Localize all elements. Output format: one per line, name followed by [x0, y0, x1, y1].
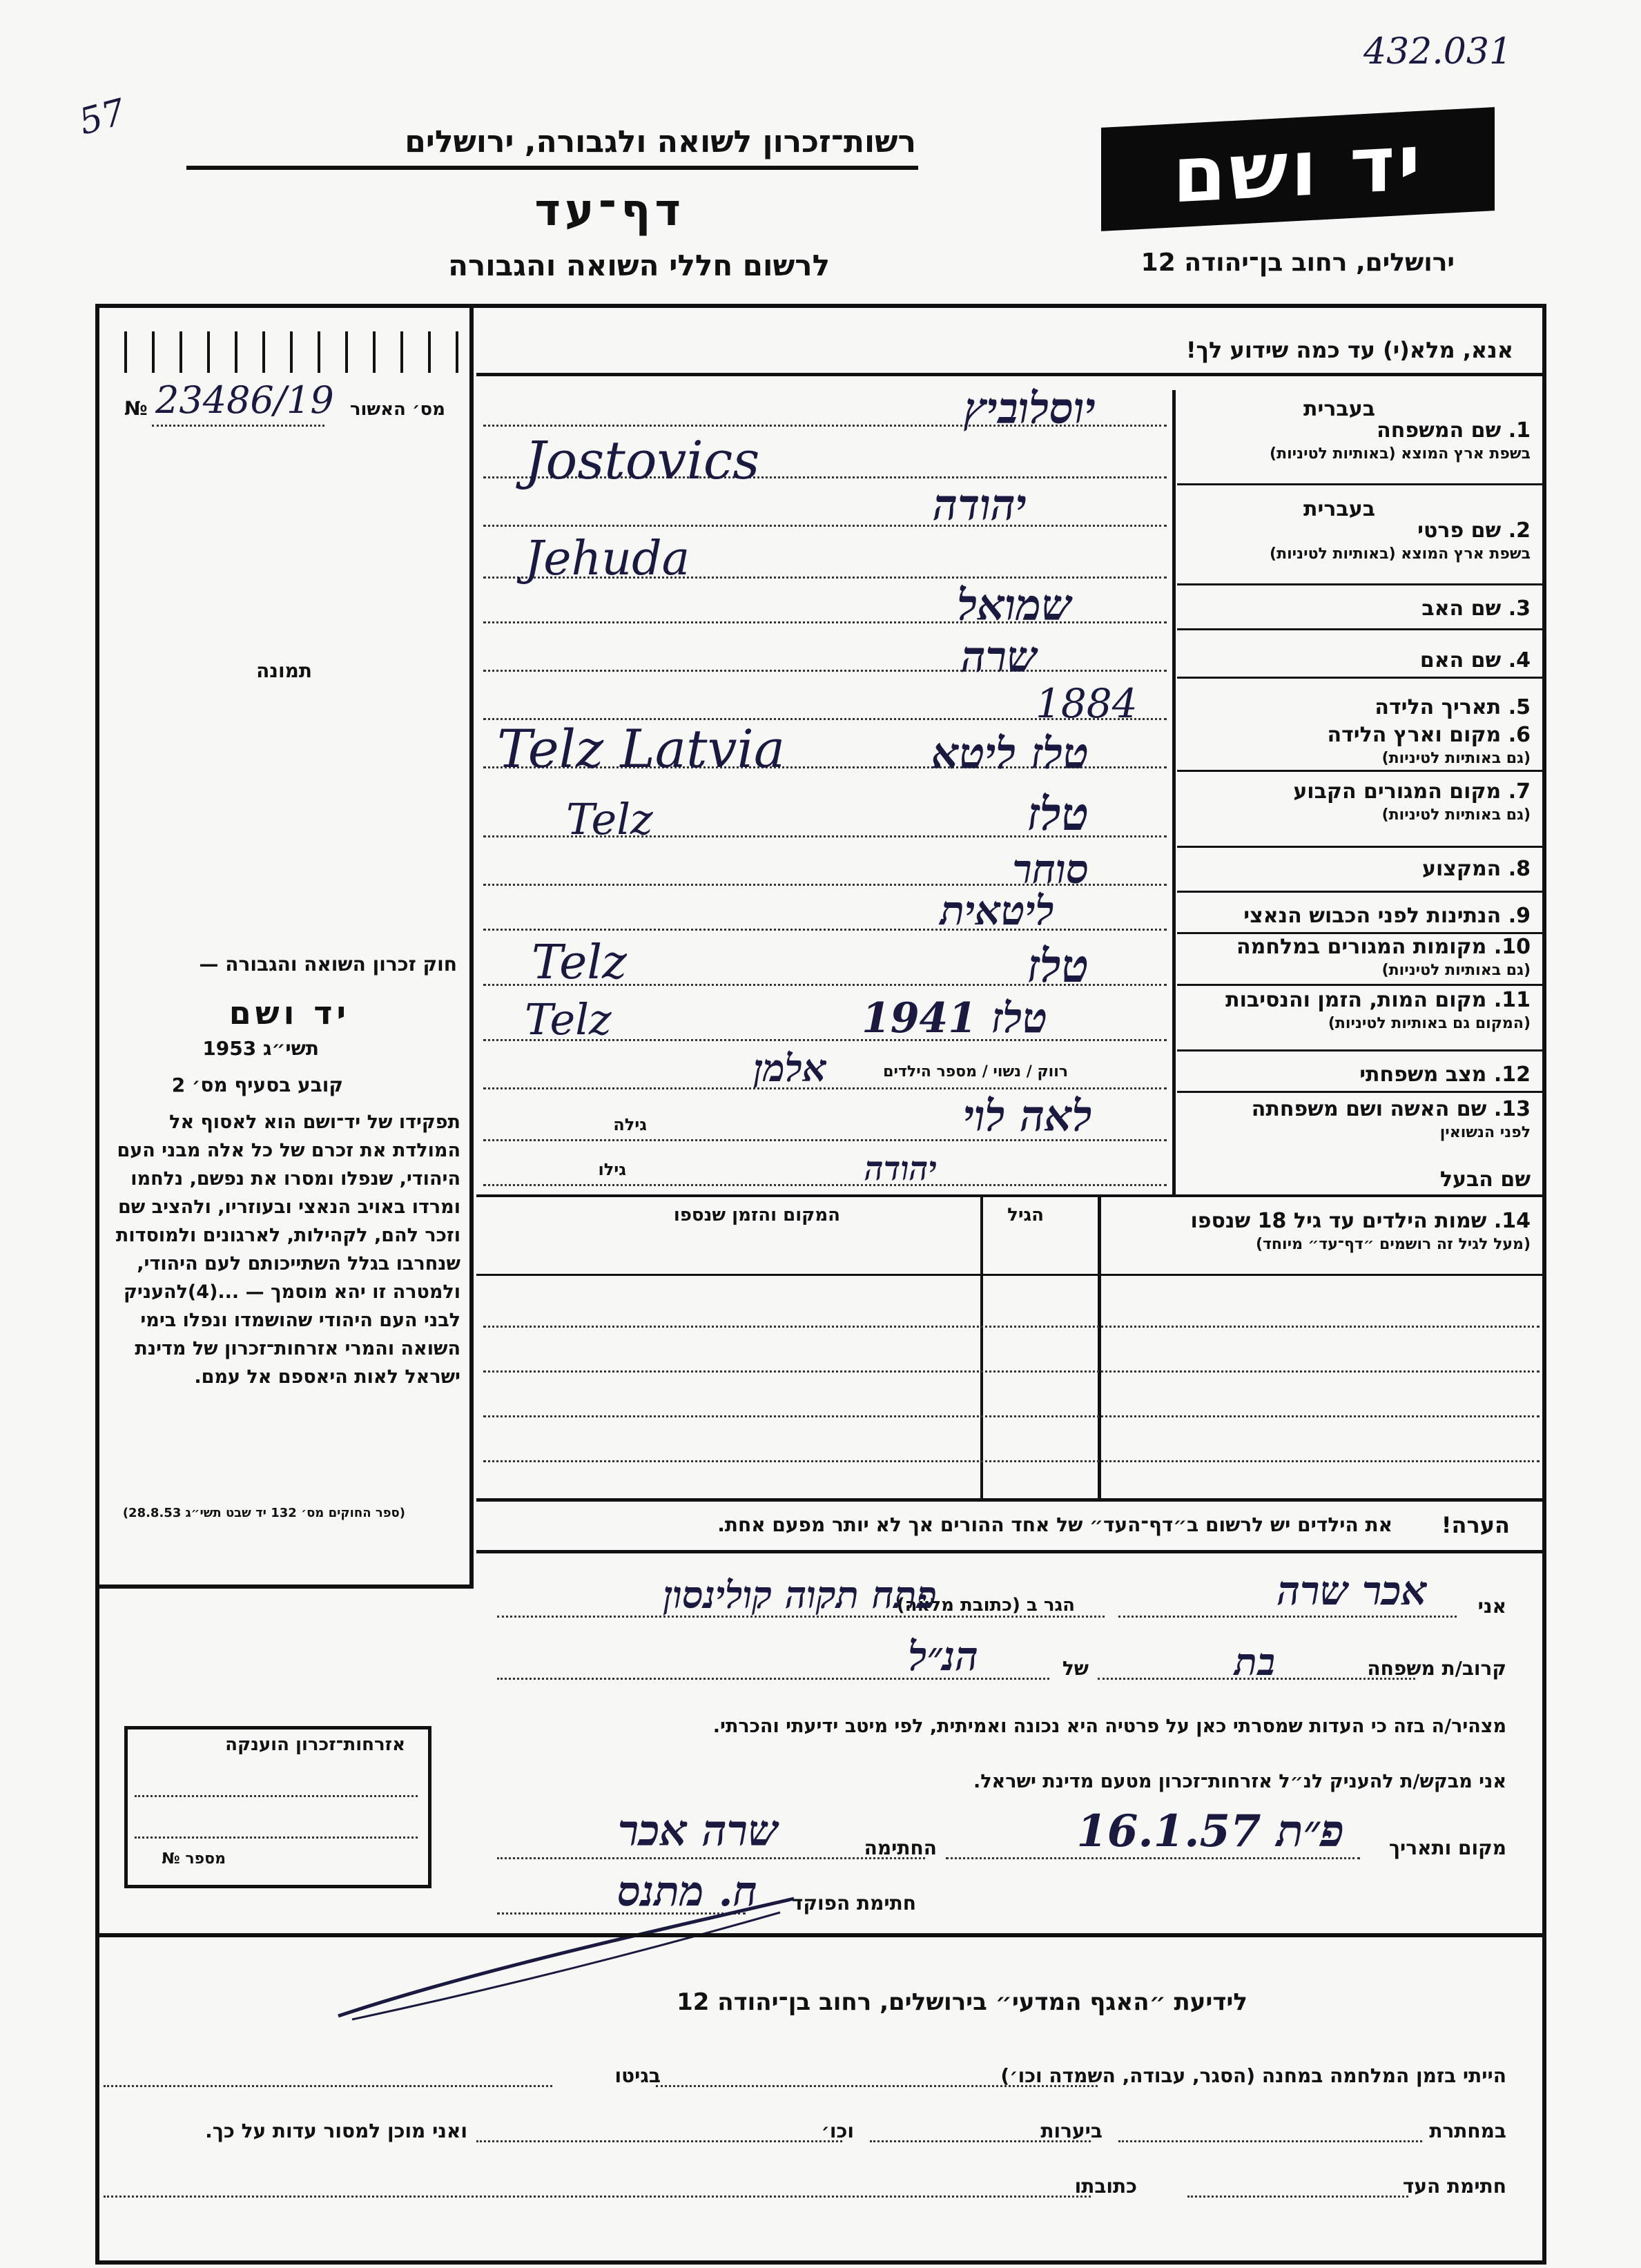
archive-ref-number: 432.031: [1363, 31, 1513, 72]
authority-name: רשות־זכרון לשואה ולגבורה, ירושלים: [405, 124, 916, 159]
remark-bottom-rule: [476, 1550, 1546, 1553]
form-subtitle: לרשום חללי השואה והגבורה: [448, 249, 830, 282]
left-panel-divider: [469, 304, 474, 1588]
field-1-hebrew-tag: בעברית: [1303, 397, 1375, 421]
footer-witness-signature-label: חתימת העד: [1402, 2175, 1506, 2198]
field-4-label: 4. שם האם: [1419, 648, 1531, 672]
footer-camp-label: הייתי בזמן המלחמה במחנה (הסגר, עבודה, השמדה וכו׳): [1000, 2064, 1506, 2087]
footer-ghetto-label: בגיטו: [614, 2064, 661, 2087]
husband-name-label: שם הבעל: [1439, 1167, 1531, 1192]
field-6-label: 6. מקום וארץ הלידה (גם באותיות לטיניות): [1327, 723, 1531, 767]
surname-latin: Jostovics: [525, 429, 760, 491]
husband-name: יהודה: [864, 1150, 937, 1188]
row-sep: [1177, 628, 1546, 630]
value-line: [483, 670, 1167, 672]
marital-options: רווק / נשוי / מספר הילדים: [883, 1063, 1068, 1080]
logo-text: יד ושם: [1172, 117, 1424, 221]
wartime-residence-latin: Telz: [532, 936, 627, 990]
resident-label: הגר ב (כתובת מלאה): [896, 1595, 1075, 1616]
declarant-label: אני: [1477, 1595, 1506, 1618]
field-7-label: 7. מקום המגורים הקבוע (גם באותיות לטיניות): [1293, 779, 1531, 824]
footer-address-line: [104, 2196, 1091, 2198]
place-date-label: מקום ותאריך: [1388, 1836, 1506, 1859]
footer-etc-label: וכו׳: [821, 2120, 854, 2142]
child-row: [483, 1460, 1540, 1462]
yad-vashem-logo: [1101, 107, 1495, 231]
field-8-label: 8. המקצוע: [1421, 857, 1531, 881]
law-year: תשי״ג 1953: [202, 1037, 319, 1060]
first-name-latin: Jehuda: [525, 532, 690, 586]
footer-address-label: כתובתו: [1074, 2175, 1137, 2198]
first-name-hebrew: יהודה: [933, 480, 1027, 530]
row-sep: [1177, 932, 1546, 934]
approval-ticks: [124, 331, 469, 373]
declarant-name: אכר שרה: [1276, 1567, 1427, 1614]
child-row: [483, 1415, 1540, 1417]
residence-latin: Telz: [566, 794, 653, 844]
footer-testify-text: ואני מוכן למסור עדות על כך.: [205, 2120, 467, 2142]
law-name: יד ושם: [229, 994, 350, 1031]
row-sep: [1177, 677, 1546, 679]
law-clause: קובע בסעיף מס׳ 2: [171, 1074, 343, 1096]
row-sep: [1177, 770, 1546, 772]
declaration-text: מצהיר/ה בזה כי העדות שמסרתי כאן על פרטיה היא נכונה ואמיתית, לפי מיטב ידיעתי והכרתי.: [712, 1716, 1506, 1737]
children-bottom-rule: [476, 1498, 1546, 1502]
footer-forests-label: ביערות: [1040, 2120, 1103, 2142]
official-signature: ח. מתנס: [616, 1868, 757, 1916]
row-sep: [476, 1194, 1546, 1197]
photo-label: תמונה: [256, 659, 312, 682]
relation-line: [1098, 1678, 1415, 1680]
of-value: הנ״ל: [908, 1633, 978, 1680]
child-row: [483, 1326, 1540, 1328]
footer-camp-line: [656, 2085, 1098, 2087]
form-intro: אנא, מלא(י) עד כמה שידוע לך!: [1185, 337, 1513, 363]
mother-name: שרה: [960, 632, 1037, 682]
row-sep: [1177, 846, 1546, 848]
wife-name: לאה לוי: [962, 1091, 1092, 1141]
remark-label: הערה!: [1441, 1512, 1510, 1538]
birth-place-hebrew: טלז ליטא: [931, 728, 1089, 779]
field-1-label: 1. שם המשפחה בשפת ארץ המוצא (באותיות לטיניות): [1270, 418, 1531, 463]
approval-label: מס׳ האשור: [349, 399, 445, 420]
death-place-latin: Telz: [525, 994, 612, 1045]
law-text: תפקידו של יד־ושם הוא לאסוף אל המולדת את זכרם של כל אלה מבני העם היהודי, שנפלו ומסרו את נפשם, נלחמו ומרדו באויב הנאצי ובעוזריו, ולהציב שם וזכר להם, לקהילות, לארגונים ולמוסדות שנחרבו בגלל השתייכותם לעם היהודי, ולמטרה זו יהא מוסמך — ...(4)להעניק לבני העם היהודי שהושמדו ונפלו בימי השואה והמרי אזרחות־זכרון של מדינת ישראל לאות היאספם אל עמם.: [115, 1112, 460, 1388]
relation-value: בת: [1234, 1640, 1275, 1684]
left-panel-bottom: [95, 1584, 474, 1589]
approval-number: 23486/19: [155, 378, 334, 422]
field-10-label: 10. מקומות המגורים במלחמה (גם באותיות לטיניות): [1236, 935, 1531, 979]
field-2-hebrew-tag: בעברית: [1303, 497, 1375, 521]
profession: סוחר: [1012, 846, 1089, 893]
law-title: חוק זכרון השואה והגבורה —: [199, 953, 457, 976]
husband-age-label: גילו: [598, 1160, 626, 1179]
signature-label: החתימה: [864, 1836, 937, 1859]
resident-line: [497, 1616, 1105, 1618]
row-sep: [1177, 483, 1546, 485]
field-2-label: 2. שם פרטי בשפת ארץ המוצא (באותיות לטיניות): [1270, 518, 1531, 563]
row-sep: [1177, 984, 1546, 986]
residence-hebrew: טלז: [1027, 787, 1089, 841]
citizenship-box-number: מספר №: [162, 1850, 226, 1868]
birth-date: 1884: [1036, 680, 1138, 727]
law-source: (ספר החוקים מס׳ 132 יד שבט תשי״ג 28.8.53): [122, 1506, 405, 1520]
footer-witness-line: [1187, 2196, 1408, 2198]
field-3-label: 3. שם האב: [1421, 597, 1531, 621]
approval-prefix: №: [124, 397, 148, 420]
place-date-value: פ״ת 16.1.57: [1076, 1805, 1344, 1857]
father-name: שמואל: [957, 580, 1071, 630]
citizenship: ליטאית: [940, 887, 1054, 934]
value-line: [483, 525, 1167, 527]
header-underline: [186, 166, 918, 170]
citizenship-box-line: [135, 1795, 418, 1797]
row-sep: [1177, 891, 1546, 893]
intro-rule: [476, 373, 1546, 376]
row-sep: [1177, 1049, 1546, 1051]
field-9-label: 9. הנתינות לפני הכבוש הנאצי: [1243, 904, 1531, 928]
approval-underline: [152, 425, 324, 427]
footer-notice: לידיעת ״האגף המדעי״ בירושלים, רחוב בן־יהודה 12: [677, 1988, 1247, 2016]
death-place-hebrew: טלז 1941: [862, 994, 1047, 1043]
citizenship-box-line: [135, 1836, 418, 1839]
marital-status: אלמן: [753, 1046, 826, 1090]
field-11-label: 11. מקום המות, הזמן והנסיבות (המקום גם באותיות לטיניות): [1225, 988, 1531, 1032]
of-line: [497, 1678, 1049, 1680]
child-row: [483, 1370, 1540, 1373]
children-col-divider: [1098, 1196, 1101, 1500]
wife-age-label: גילה: [613, 1115, 647, 1134]
footer-top-rule: [95, 1933, 1546, 1937]
request-text: אני מבקש/ת להעניק לנ״ל אזרחות־זכרון מטעם מדינת ישראל.: [973, 1771, 1506, 1792]
surname-hebrew: יוסלוביץ: [964, 383, 1096, 434]
of-label: של: [1062, 1657, 1089, 1680]
official-signature-label: חתימת הפוקד: [791, 1892, 916, 1915]
wartime-residence-hebrew: טלז: [1027, 939, 1089, 993]
children-header-rule: [476, 1274, 1546, 1276]
remark-text: את הילדים יש לרשום ב״דף־העד״ של אחד ההורים אך לא יותר מפעם אחת.: [717, 1513, 1392, 1536]
field-5-label: 5. תאריך הלידה: [1375, 695, 1531, 719]
citizenship-box-title: אזרחות־זכרון הוענקה: [225, 1734, 405, 1755]
declarant-line: [1118, 1616, 1457, 1618]
signature-value: שרה אכר: [617, 1805, 778, 1856]
resident-address: פתח תקוה קולינסון: [663, 1573, 937, 1617]
footer-underground-label: במחתרת: [1429, 2120, 1506, 2142]
footer-etc-line: [476, 2140, 842, 2142]
footer-forests-line: [870, 2140, 1091, 2142]
children-label: 14. שמות הילדים עד גיל 18 שנספו (מעל לגיל זה רושמים ״דף־עד״ מיוחד): [1190, 1209, 1531, 1253]
children-place-header: המקום והזמן שנספו: [673, 1205, 840, 1225]
relation-label: קרוב/ת משפחה: [1367, 1657, 1506, 1680]
corner-number: 57: [75, 91, 130, 144]
birth-place-latin: Telz Latvia: [497, 718, 786, 779]
children-age-header: הגיל: [1007, 1205, 1044, 1225]
org-address: ירושלים, רחוב בן־יהודה 12: [1140, 249, 1455, 277]
row-sep: [1177, 1091, 1546, 1093]
place-date-line: [946, 1857, 1360, 1859]
row-sep: [1177, 583, 1546, 585]
form-title: דף־עד: [534, 185, 685, 236]
footer-ghetto-line: [104, 2085, 552, 2087]
field-12-label: 12. מצב משפחתי: [1359, 1063, 1531, 1087]
field-13-label: 13. שם האשה ושם משפחתה לפני הנשואין: [1251, 1097, 1531, 1141]
value-line: [483, 929, 1167, 931]
children-col-divider: [980, 1196, 983, 1500]
footer-underground-line: [1118, 2140, 1422, 2142]
value-line: [483, 1184, 1167, 1186]
